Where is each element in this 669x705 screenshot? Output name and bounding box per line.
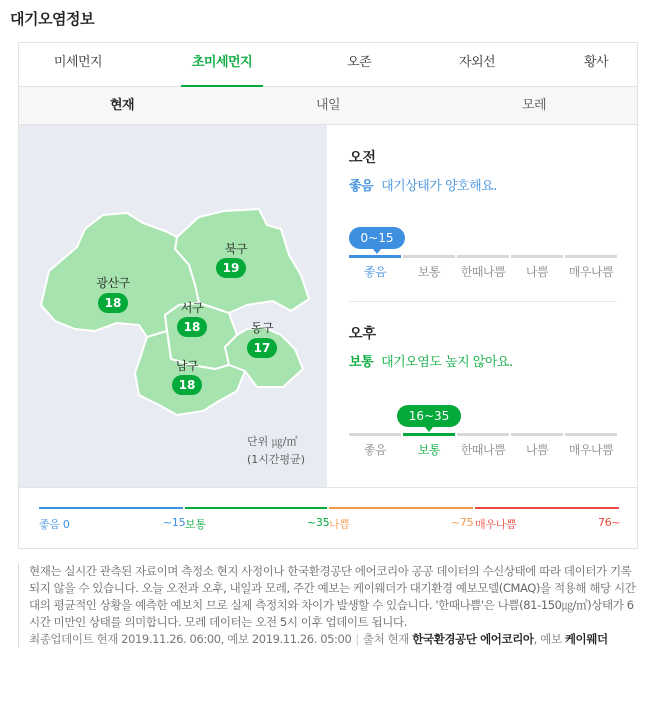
- scale-label-briefly-bad: 한때나쁨: [460, 443, 506, 457]
- forecast-pm-status: [349, 351, 617, 370]
- forecast-am: [349, 147, 617, 194]
- unit-period: (1시간평균): [247, 453, 306, 466]
- forecast-am-range-bubble: 0~15: [349, 227, 405, 249]
- region-name-donggu: 동구: [250, 321, 274, 335]
- scale-segment: [349, 255, 401, 258]
- legend-bad-high: ~75: [451, 516, 474, 529]
- air-quality-card: [18, 42, 638, 549]
- scale-segment: [457, 255, 509, 258]
- forecast-pm-range-bubble: 16~35: [397, 405, 461, 427]
- region-value-seogu[interactable]: 18: [177, 317, 207, 337]
- scale-label-good: 좋음: [363, 265, 387, 279]
- forecast-am-message: 대기상태가 양호해요.: [381, 179, 497, 194]
- grade-legend: [19, 487, 637, 549]
- legend-normal-high: ~35: [307, 516, 330, 529]
- legend-bad-name: 나쁨: [329, 518, 350, 531]
- forecast-panel: [327, 125, 637, 487]
- legend-bar-bad: [329, 507, 473, 509]
- pollutant-tabs: [19, 43, 637, 87]
- tab-ultrafine-dust[interactable]: 초미세먼지: [181, 43, 263, 87]
- forecast-am-title: 오전: [349, 150, 377, 166]
- legend-good-name: 좋음: [39, 518, 60, 531]
- region-name-bukgu: 북구: [224, 242, 248, 256]
- legend-good: [39, 516, 70, 532]
- scale-segment: [565, 255, 617, 258]
- source-prefix: 출처 현재: [362, 632, 409, 646]
- forecast-pm-scale: [349, 405, 617, 465]
- scale-label-normal: 보통: [417, 443, 441, 457]
- tab-uv[interactable]: 자외선: [458, 55, 496, 70]
- scale-segment: [403, 255, 455, 258]
- scale-label-very-bad: 매우나쁨: [568, 443, 614, 457]
- notes-body: 현재는 실시간 관측된 자료이며 측정소 현지 사정이나 한국환경공단 에어코리아 공공 데이터의 수신상태에 따라 데이터가 기록되지 않을 수 있습니다. 오늘 오전과 오후, 내일과 모레, 주간 예보는 케이웨더가 대기환경 예보모델(CMAQ)을 적용해 해당 시간대의 평균적인 상황을 예측한 예보치 므로 실제 측정치와 차이가 발생할 수 있습니다. '한때나쁨'은 나쁨(81-150㎍/㎥)상태가 6시간 미만인 상태를 의미합니다. 모레 데이터는 오전 5시 이후 업데이트 됩니다.: [29, 564, 636, 629]
- scale-segment: [511, 433, 563, 436]
- unit-label: 단위 ㎍/㎥: [247, 435, 298, 448]
- scale-segment: [565, 433, 617, 436]
- unit-info: [247, 433, 305, 469]
- tab-tomorrow[interactable]: 내일: [315, 98, 341, 113]
- scale-segment: [349, 433, 401, 436]
- page-title: 대기오염정보: [10, 10, 94, 28]
- tab-day-after-tomorrow[interactable]: 모레: [521, 98, 547, 113]
- scale-label-briefly-bad: 한때나쁨: [460, 265, 506, 279]
- region-value-bukgu[interactable]: 19: [216, 258, 246, 278]
- forecast-pm-title: 오후: [349, 326, 377, 342]
- forecast-am-status: [349, 175, 617, 194]
- region-value-namgu[interactable]: 18: [172, 375, 202, 395]
- forecast-divider: [349, 301, 617, 302]
- legend-good-high: ~15: [163, 516, 186, 529]
- legend-good-low: 0: [62, 518, 70, 531]
- region-value-gwangsangu[interactable]: 18: [98, 293, 128, 313]
- legend-bar-good: [39, 507, 183, 509]
- region-name-namgu: 남구: [175, 359, 199, 373]
- forecast-am-grade: 좋음: [349, 179, 374, 194]
- notes-meta: [29, 631, 638, 648]
- legend-bar-normal: [185, 507, 327, 509]
- scale-label-bad: 나쁨: [525, 443, 549, 457]
- source-mid: , 예보: [533, 632, 562, 646]
- scale-segment: [511, 255, 563, 258]
- tab-yellow-dust[interactable]: 황사: [583, 55, 609, 70]
- tab-fine-dust[interactable]: 미세먼지: [53, 55, 103, 70]
- region-name-seogu: 서구: [180, 301, 204, 315]
- day-tabs: [19, 87, 637, 125]
- source-airkorea-link[interactable]: 한국환경공단 에어코리아: [412, 632, 534, 646]
- source-kweather-link[interactable]: 케이웨더: [564, 632, 608, 646]
- forecast-pm: [349, 323, 617, 370]
- legend-normal-name: 보통: [185, 518, 206, 531]
- update-time: 최종업데이트 현재 2019.11.26. 06:00, 예보 2019.11.26. 05:00: [29, 632, 352, 646]
- scale-label-good: 좋음: [363, 443, 387, 457]
- scale-label-bad: 나쁨: [525, 265, 549, 279]
- tab-now[interactable]: 현재: [109, 98, 135, 113]
- scale-label-very-bad: 매우나쁨: [568, 265, 614, 279]
- region-name-gwangsangu: 광산구: [96, 276, 130, 290]
- legend-bar-very-bad: [475, 507, 619, 509]
- scale-segment: [403, 433, 455, 436]
- notes: [18, 563, 638, 648]
- legend-very-bad-high: 76~: [598, 516, 621, 529]
- scale-label-normal: 보통: [417, 265, 441, 279]
- region-map: [19, 125, 327, 487]
- forecast-am-scale: [349, 227, 617, 287]
- tab-ozone[interactable]: 오존: [346, 55, 372, 70]
- forecast-pm-grade: 보통: [349, 355, 374, 370]
- forecast-pm-message: 대기오염도 높지 않아요.: [381, 355, 513, 370]
- legend-very-bad-name: 매우나쁨: [475, 518, 517, 531]
- scale-segment: [457, 433, 509, 436]
- meta-separator: |: [355, 632, 359, 646]
- region-value-donggu[interactable]: 17: [247, 338, 277, 358]
